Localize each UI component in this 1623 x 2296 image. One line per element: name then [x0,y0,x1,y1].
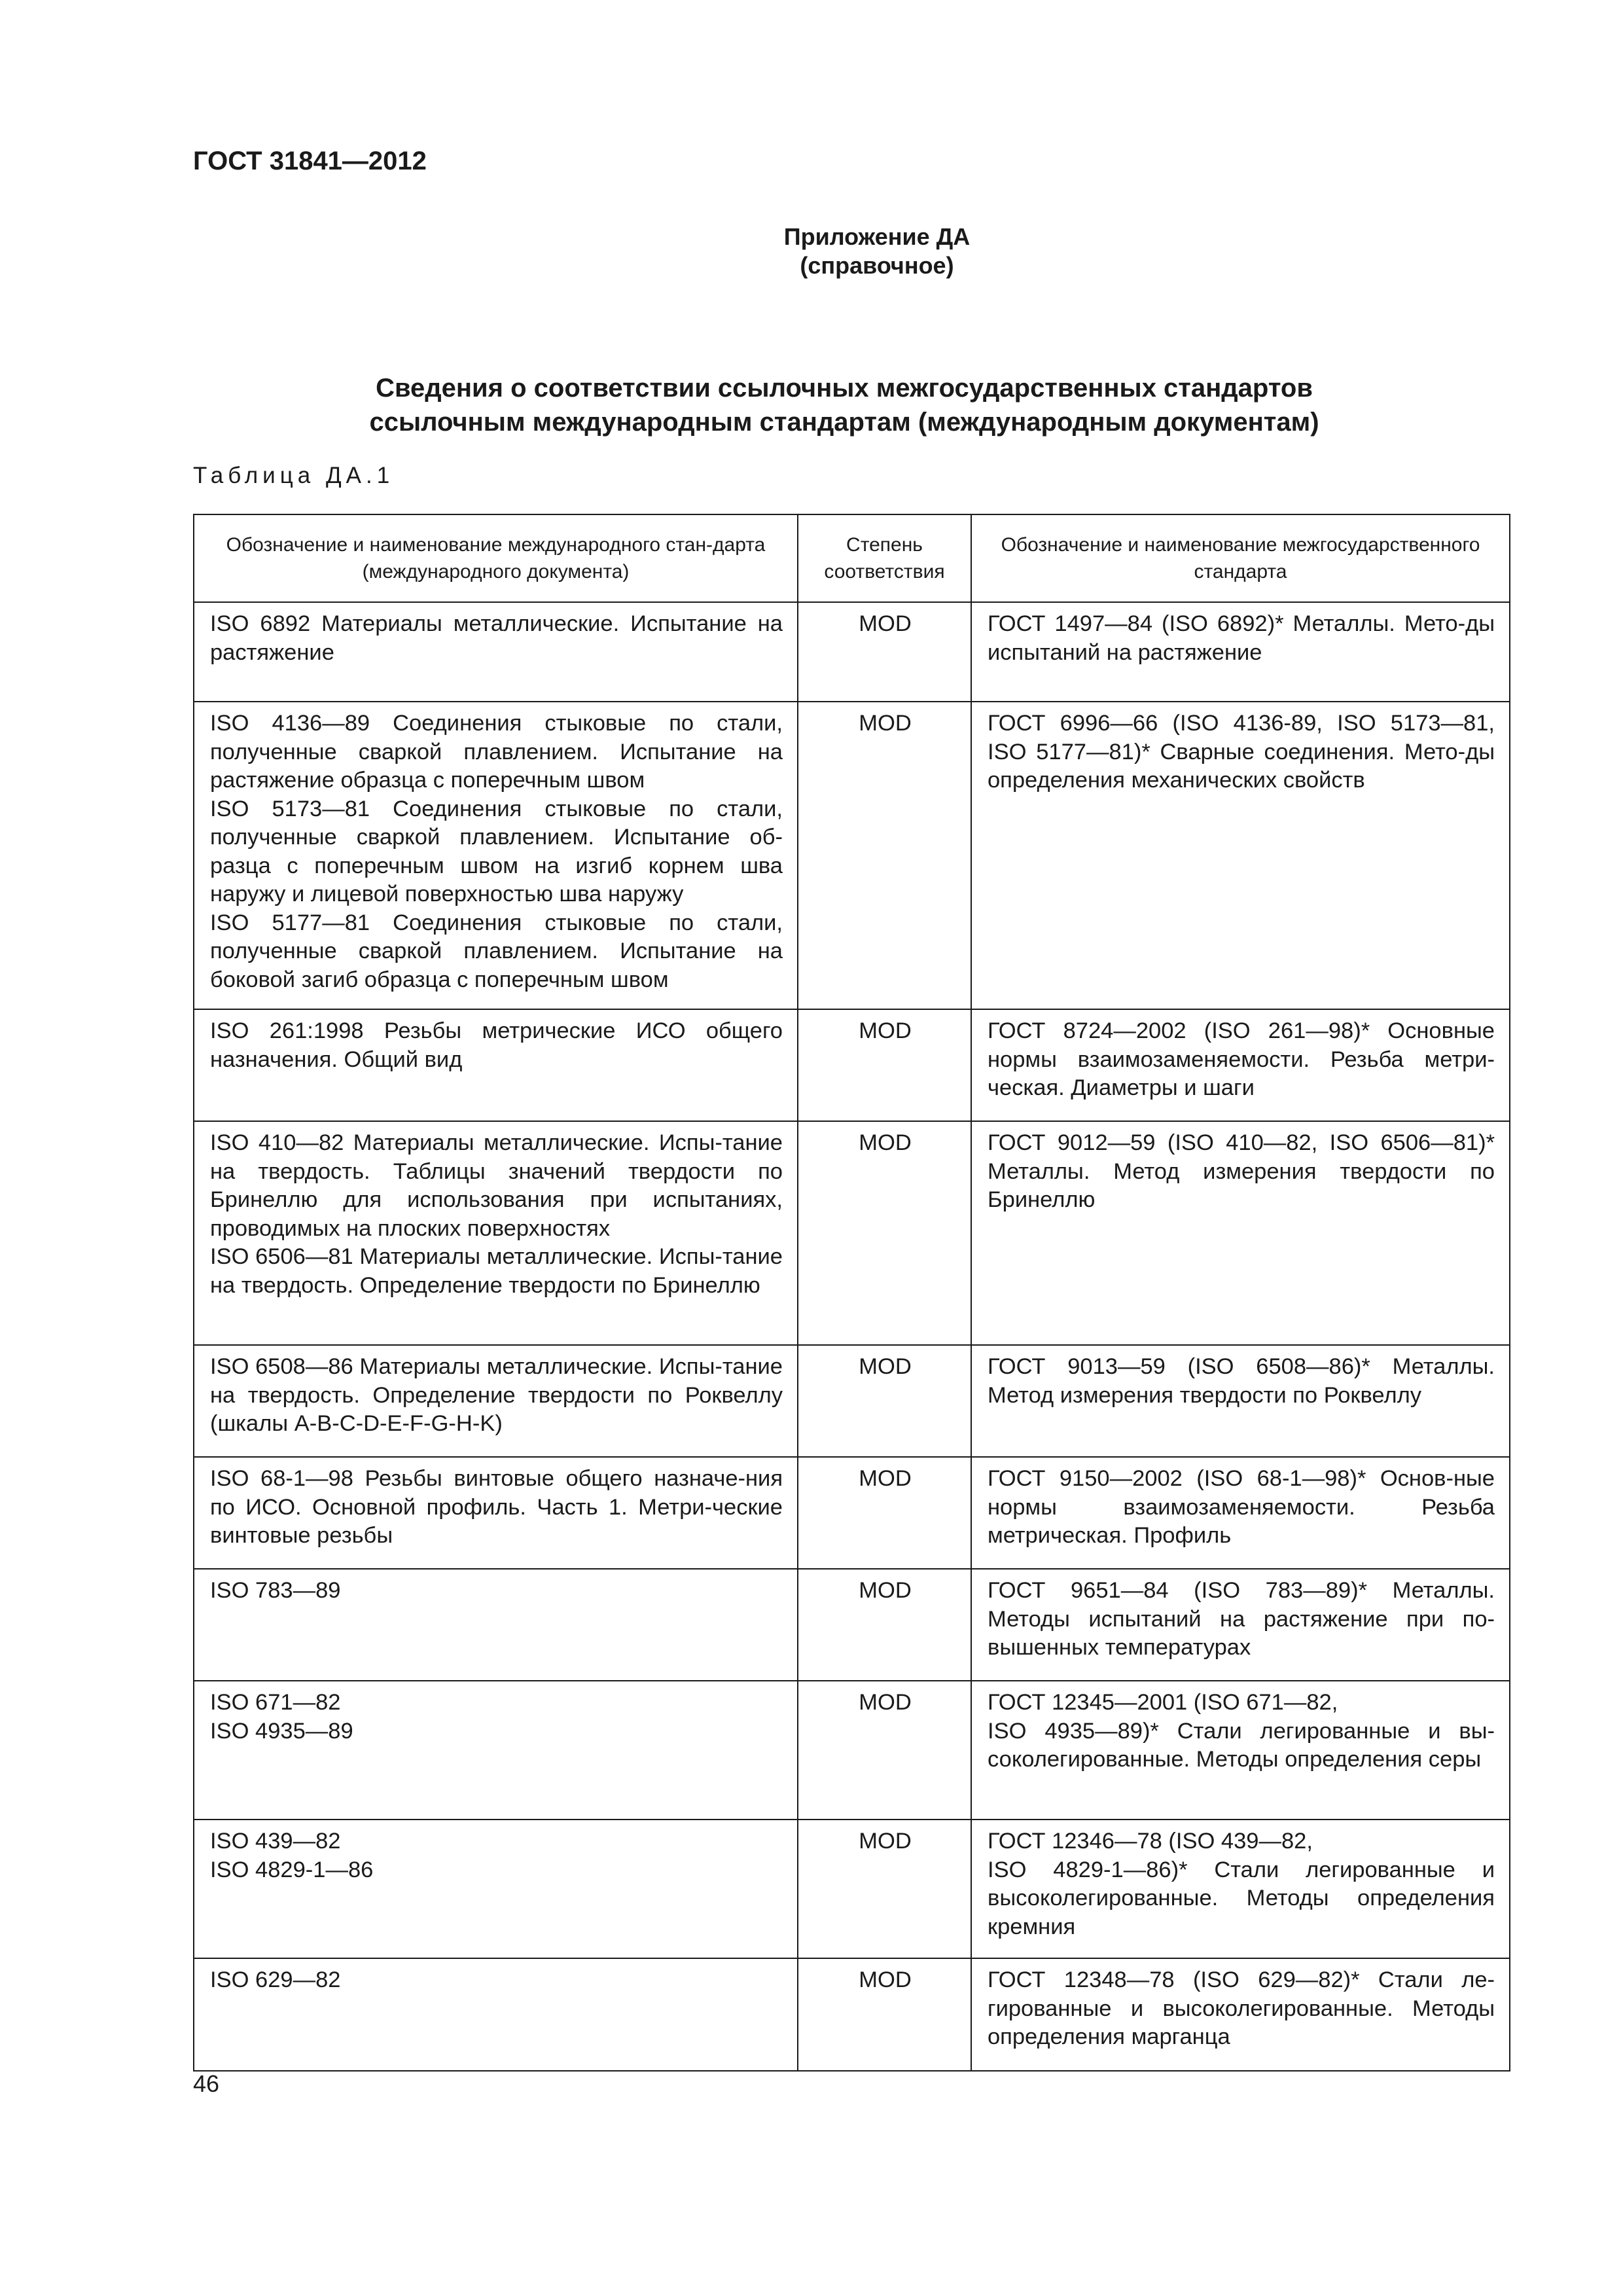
table-row [194,1121,1510,1345]
table-row [194,1820,1510,1958]
cell-international-standard [194,1457,798,1569]
gost-standard-entry: ГОСТ 12348—78 (ISO 629—82)* Стали ле-гированные и высоколегированные. Методы определения марганца [988,1967,1495,2049]
cell-gost-standard [971,602,1510,702]
cell-degree: MOD [798,1958,971,2071]
international-standard-entry: ISO 4829-1—86 [210,1857,374,1882]
international-standard-entry: ISO 6508—86 Материалы металлические. Испы-тание на твердость. Определение твердости по Роквеллу (шкалы A-B-C-D-E-F-G-H-K) [210,1354,783,1436]
cell-international-standard [194,1958,798,2071]
cell-international-standard [194,702,798,1009]
cell-international-standard [194,1569,798,1681]
international-standard-entry: ISO 4136—89 Соединения стыковые по стали, полученные сваркой плавлением. Испытание на растяжение образца с поперечным швом [210,711,783,793]
international-standard-entry: ISO 5173—81 Соединения стыковые по стали, полученные сваркой плавлением. Испытание об-разца с поперечным швом на изгиб корнем шва наружу и лицевой поверхностью шва наружу [210,796,783,906]
table-row [194,1009,1510,1121]
page-number: 46 [193,2070,220,2097]
international-standard-entry: ISO 410—82 Материалы металлические. Испы-тание на твердость. Таблицы значений твердости по Бринеллю для использования при испытаниях, проводимых на плоских поверхностях [210,1130,783,1241]
international-standard-entry: ISO 6506—81 Материалы металлические. Испы-тание на твердость. Определение твердости по Бринеллю [210,1244,783,1298]
gost-standard-entry: ISO 4829-1—86)* Стали легированные и высоколегированные. Методы определения кремния [988,1857,1495,1939]
column-header-international: Обозначение и наименование международного стан-дарта (международного документа) [194,514,798,602]
gost-standard-entry: ГОСТ 9013—59 (ISO 6508—86)* Металлы. Метод измерения твердости по Роквеллу [988,1354,1495,1408]
correspondence-table [193,514,1510,2072]
cell-degree: MOD [798,1681,971,1820]
section-title [196,371,1492,439]
gost-standard-entry: ISO 4935—89)* Стали легированные и вы-соколегированные. Методы определения серы [988,1718,1495,1772]
gost-standard-entry: ГОСТ 9651—84 (ISO 783—89)* Металлы. Методы испытаний на растяжение при по-вышенных температурах [988,1578,1495,1660]
international-standard-entry: ISO 5177—81 Соединения стыковые по стали, полученные сваркой плавлением. Испытание на боковой загиб образца с поперечным швом [210,910,783,992]
cell-gost-standard [971,1958,1510,2071]
table-label: Таблица ДА.1 [193,463,395,488]
appendix-title: Приложение ДА [783,223,971,250]
gost-standard-entry: ГОСТ 12345—2001 (ISO 671—82, [988,1690,1338,1715]
cell-degree: MOD [798,1569,971,1681]
section-title-line-2: ссылочным международным стандартам (международным документам) [369,408,1319,437]
gost-standard-entry: ГОСТ 8724—2002 (ISO 261—98)* Основные нормы взаимозаменяемости. Резьба метри-ческая. Диаметры и шаги [988,1018,1495,1100]
table-row [194,702,1510,1009]
table-row [194,1681,1510,1820]
cell-gost-standard [971,1681,1510,1820]
cell-degree: MOD [798,602,971,702]
cell-degree: MOD [798,1820,971,1958]
table-row [194,602,1510,702]
column-header-degree: Степень соответствия [798,514,971,602]
gost-standard-entry: ГОСТ 12346—78 (ISO 439—82, [988,1829,1313,1854]
cell-international-standard [194,602,798,702]
cell-gost-standard [971,702,1510,1009]
cell-international-standard [194,1820,798,1958]
table-body [194,602,1510,2071]
international-standard-entry: ISO 4935—89 [210,1718,353,1744]
document-code: ГОСТ 31841—2012 [193,147,427,175]
appendix-heading [694,223,1060,280]
table-header-row [194,514,1510,602]
cell-gost-standard [971,1569,1510,1681]
gost-standard-entry: ГОСТ 9150—2002 (ISO 68-1—98)* Основ-ные нормы взаимозаменяемости. Резьба метрическая. Профиль [988,1466,1495,1548]
cell-international-standard [194,1121,798,1345]
table-row [194,1345,1510,1457]
gost-standard-entry: ГОСТ 9012—59 (ISO 410—82, ISO 6506—81)* Металлы. Метод измерения твердости по Бринеллю [988,1130,1495,1212]
cell-degree: MOD [798,1345,971,1457]
cell-international-standard [194,1681,798,1820]
cell-degree: MOD [798,1009,971,1121]
international-standard-entry: ISO 629—82 [210,1967,341,1992]
appendix-subtitle: (справочное) [800,252,954,279]
cell-gost-standard [971,1009,1510,1121]
table-row [194,1958,1510,2071]
cell-degree: MOD [798,1457,971,1569]
international-standard-entry: ISO 261:1998 Резьбы метрические ИСО общего назначения. Общий вид [210,1018,783,1072]
column-header-gost: Обозначение и наименование межгосударственного стандарта [971,514,1510,602]
cell-international-standard [194,1009,798,1121]
cell-degree: MOD [798,702,971,1009]
international-standard-entry: ISO 783—89 [210,1578,341,1603]
gost-standard-entry: ГОСТ 1497—84 (ISO 6892)* Металлы. Мето-ды испытаний на растяжение [988,611,1495,665]
international-standard-entry: ISO 68-1—98 Резьбы винтовые общего назначе-ния по ИСО. Основной профиль. Часть 1. Метри-ческие винтовые резьбы [210,1466,783,1548]
cell-gost-standard [971,1820,1510,1958]
international-standard-entry: ISO 439—82 [210,1829,341,1854]
section-title-line-1: Сведения о соответствии ссылочных межгосударственных стандартов [376,374,1313,403]
cell-international-standard [194,1345,798,1457]
international-standard-entry: ISO 671—82 [210,1690,341,1715]
cell-gost-standard [971,1457,1510,1569]
cell-gost-standard [971,1121,1510,1345]
gost-standard-entry: ГОСТ 6996—66 (ISO 4136-89, ISO 5173—81, ISO 5177—81)* Сварные соединения. Мето-ды определения механических свойств [988,711,1495,793]
cell-gost-standard [971,1345,1510,1457]
international-standard-entry: ISO 6892 Материалы металлические. Испытание на растяжение [210,611,783,665]
table-row [194,1569,1510,1681]
cell-degree: MOD [798,1121,971,1345]
table-row [194,1457,1510,1569]
